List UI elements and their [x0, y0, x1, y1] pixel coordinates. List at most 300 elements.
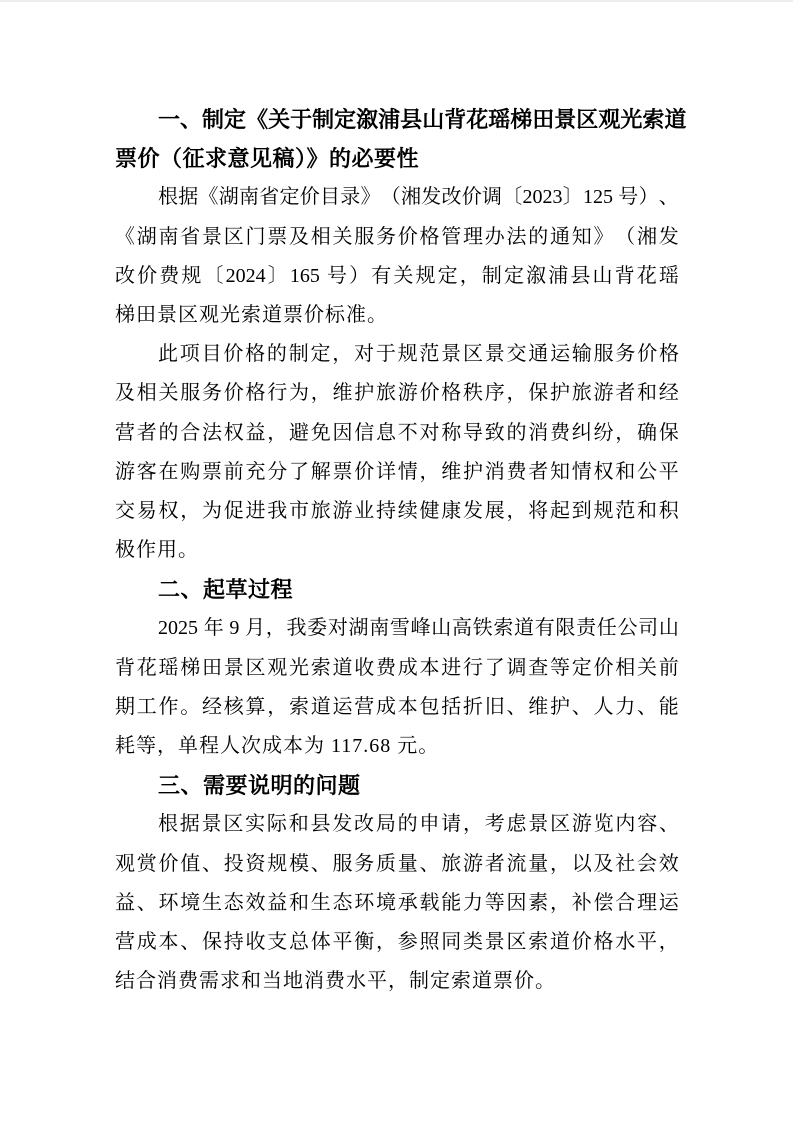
text-token: 公	[637, 460, 657, 483]
text-token: 输	[571, 343, 592, 366]
text-token: 我	[267, 499, 288, 522]
text-token: 了	[484, 656, 505, 679]
text-token: 市	[289, 499, 309, 522]
text-token: 的	[158, 421, 179, 444]
text-token: 光	[620, 107, 643, 132]
text-token: 务	[354, 852, 375, 875]
text-token: 梯	[180, 656, 201, 679]
text-line	[115, 609, 679, 648]
text-token: 保	[658, 421, 679, 444]
text-token: 索	[642, 107, 665, 132]
text-token: 包	[419, 695, 440, 718]
text-token: 本	[419, 656, 440, 679]
text-token: 费	[506, 460, 527, 483]
text-token: 景	[223, 656, 244, 679]
text-token: 服	[180, 382, 201, 405]
text-token: 局	[375, 813, 396, 836]
text-token: 服	[593, 343, 614, 366]
text-token: 确	[637, 421, 657, 444]
text-token: 生	[310, 891, 331, 914]
text-token: ，	[462, 813, 483, 836]
text-token: 浦	[378, 107, 401, 132]
text-token: 康	[441, 499, 462, 522]
text-token: 总	[289, 930, 309, 953]
text-token: 有	[534, 617, 555, 640]
text-token: 览	[593, 813, 614, 836]
text-line: 结合消费需求和当地消费水平，制定索道票价。	[115, 970, 556, 993]
text-token: 查	[528, 656, 549, 679]
text-token: 瑶	[658, 264, 679, 287]
text-token: 及	[289, 225, 309, 248]
text-token: 〔	[203, 264, 224, 287]
text-token: 改	[441, 186, 462, 209]
text-line	[115, 374, 679, 413]
text-token: 交	[506, 343, 527, 366]
text-token: 购	[180, 460, 201, 483]
text-token: 溆	[356, 107, 379, 132]
text-token: 湘	[401, 186, 421, 209]
text-token: ，	[506, 382, 527, 405]
text-token: 、	[658, 186, 679, 209]
text-token: 的	[397, 813, 418, 836]
text-token: 道	[514, 617, 534, 640]
text-line	[115, 100, 687, 139]
text-token: 益	[115, 891, 135, 914]
text-token: 算	[245, 695, 266, 718]
text-token: 期	[115, 695, 135, 718]
text-token: 一	[158, 107, 181, 132]
text-line	[115, 492, 679, 531]
text-token: 类	[463, 930, 483, 953]
text-token: 力	[615, 695, 636, 718]
text-token: 区	[576, 107, 599, 132]
section-1-paragraph-2	[115, 335, 679, 570]
text-token: 光	[289, 656, 309, 679]
text-token: 道	[664, 107, 687, 132]
text-token: 南	[158, 225, 179, 248]
text-token: 运	[332, 695, 353, 718]
text-token: 前	[658, 656, 679, 679]
text-token: 规	[397, 343, 418, 366]
text-token: 护	[550, 382, 570, 405]
text-token: 格	[593, 930, 614, 953]
text-token: 价	[593, 656, 614, 679]
text-token: ）	[349, 264, 370, 287]
text-token: 年	[203, 617, 224, 640]
text-token: 易	[136, 499, 157, 522]
text-token: 发	[421, 186, 442, 209]
text-token: 效	[245, 891, 266, 914]
section-2-heading	[115, 570, 679, 609]
text-token: 维	[332, 382, 353, 405]
text-token: 情	[397, 460, 418, 483]
text-token: 赏	[136, 852, 157, 875]
text-token: 和	[637, 499, 657, 522]
text-token: 125	[583, 186, 618, 209]
text-token: 花	[136, 656, 157, 679]
text-token: 权	[593, 460, 614, 483]
text-token: 定	[571, 656, 592, 679]
text-token: 区	[550, 813, 571, 836]
text-token: 定	[334, 107, 357, 132]
text-token: 消	[528, 421, 549, 444]
text-token: 《	[198, 186, 219, 209]
text-line	[115, 257, 679, 296]
text-token: 收	[354, 656, 375, 679]
text-token: 内	[615, 813, 636, 836]
text-token: 权	[223, 421, 244, 444]
text-token: 有	[371, 264, 392, 287]
text-token: 观	[598, 107, 621, 132]
text-token: 理	[637, 891, 657, 914]
text-token: 纠	[571, 421, 592, 444]
text-token: 价	[299, 186, 320, 209]
text-token: 定	[224, 107, 247, 132]
text-token: 免	[310, 421, 331, 444]
text-token: 《	[246, 107, 269, 132]
text-token: 高	[451, 617, 472, 640]
text-token: 以	[571, 852, 592, 875]
text-token: 格	[441, 382, 462, 405]
text-token: 因	[506, 891, 527, 914]
text-token: ）	[638, 186, 659, 209]
text-token: 核	[223, 695, 244, 718]
text-token: 工	[136, 695, 157, 718]
text-line: 耗等，单程人次成本为 117.68 元。	[115, 735, 440, 757]
text-line	[115, 453, 679, 492]
text-token: 境	[376, 891, 396, 914]
text-token: 省	[180, 225, 201, 248]
text-token: 补	[571, 891, 592, 914]
text-token: 规	[415, 264, 436, 287]
text-token: 模	[289, 852, 309, 875]
text-token: 价	[354, 460, 375, 483]
text-token: 范	[615, 499, 636, 522]
text-token: 务	[202, 382, 222, 405]
text-token: 背	[614, 264, 635, 287]
text-token: 水	[615, 930, 636, 953]
text-line	[115, 805, 679, 844]
text-token: 的	[506, 421, 527, 444]
text-token: 实	[245, 813, 266, 836]
text-token: 的	[266, 343, 287, 366]
page-top-edge	[0, 0, 793, 2]
text-token: 参	[397, 930, 418, 953]
text-token: 背	[115, 656, 135, 679]
text-token: 景	[201, 813, 222, 836]
text-token: 成	[136, 930, 157, 953]
text-token: 价	[223, 382, 244, 405]
text-token: 行	[463, 656, 483, 679]
text-token: ，	[267, 421, 288, 444]
text-token: 游	[571, 813, 592, 836]
text-token: 游	[397, 382, 418, 405]
text-token: 括	[441, 695, 462, 718]
text-token: 景	[554, 107, 577, 132]
text-line	[115, 218, 679, 257]
text-token: 价	[419, 382, 440, 405]
text-line	[115, 688, 679, 727]
text-token: 前	[223, 460, 244, 483]
text-token: 、	[571, 695, 592, 718]
text-token: 关	[268, 107, 291, 132]
text-token: 为	[289, 382, 309, 405]
text-token: 9	[224, 617, 245, 640]
text-token: 消	[484, 460, 505, 483]
text-token: 积	[658, 499, 679, 522]
text-token: 南	[369, 617, 390, 640]
text-token: 平	[332, 930, 353, 953]
text-token: 区	[506, 930, 527, 953]
text-token: 溆	[526, 264, 547, 287]
text-token: 成	[397, 656, 418, 679]
text-token: 和	[637, 382, 657, 405]
text-token: 关	[393, 264, 414, 287]
text-token: 旅	[376, 382, 396, 405]
text-line	[115, 414, 679, 453]
text-token: 价	[461, 186, 482, 209]
text-token: 务	[376, 225, 396, 248]
text-token: 格	[419, 225, 440, 248]
text-token: 称	[441, 421, 462, 444]
text-token: 社	[615, 852, 636, 875]
text-token: 支	[267, 930, 288, 953]
text-token: 责	[576, 617, 597, 640]
text-token: 为	[202, 499, 222, 522]
text-token: 索	[528, 930, 549, 953]
text-token: 容	[637, 813, 658, 836]
text-token: 区	[223, 225, 244, 248]
text-token: 体	[310, 930, 331, 953]
text-token: ，	[506, 499, 527, 522]
text-token: 量	[528, 852, 549, 875]
text-line	[115, 335, 679, 374]
text-token: 、	[658, 813, 679, 836]
text-token: 区	[462, 343, 483, 366]
text-token: ，	[332, 343, 353, 366]
text-token: 山	[592, 264, 613, 287]
text-token: 保	[202, 930, 222, 953]
text-token: 价	[137, 264, 158, 287]
text-token: 不	[397, 421, 418, 444]
text-token: 信	[354, 421, 375, 444]
text-token: 索	[493, 617, 514, 640]
text-token: 定	[437, 264, 458, 287]
text-token: 游	[463, 852, 483, 875]
text-token: ，	[310, 382, 331, 405]
text-token: 司	[638, 617, 659, 640]
text-token: 费	[159, 264, 180, 287]
text-token: 价	[158, 852, 179, 875]
text-token: 票	[202, 460, 222, 483]
text-token: 公	[617, 617, 638, 640]
text-token: 、	[136, 891, 157, 914]
text-line: 极作用。	[115, 539, 199, 562]
text-token: 景	[484, 343, 505, 366]
text-token: 同	[441, 930, 462, 953]
text-token: 护	[463, 460, 483, 483]
text-token: 、	[310, 852, 331, 875]
text-token: 成	[376, 695, 396, 718]
text-token: 持	[223, 930, 244, 953]
text-token: 知	[571, 225, 592, 248]
text-token: 力	[463, 891, 483, 914]
text-token: 关	[158, 382, 179, 405]
text-token: 景	[528, 813, 549, 836]
text-token: 、	[202, 852, 222, 875]
text-token: 秩	[463, 382, 483, 405]
text-token: 、	[419, 852, 440, 875]
text-token: 165	[289, 264, 325, 287]
text-token: 导	[463, 421, 483, 444]
text-token: 运	[658, 891, 679, 914]
text-token: 会	[637, 852, 657, 875]
text-token: 发	[658, 225, 679, 248]
text-token: 合	[615, 891, 636, 914]
text-token: 息	[376, 421, 396, 444]
text-token: 观	[115, 852, 135, 875]
section-3-paragraph-1	[115, 805, 679, 1001]
text-token: 能	[441, 891, 462, 914]
text-token: 据	[179, 813, 200, 836]
text-token: 流	[506, 852, 527, 875]
text-token: 运	[550, 343, 571, 366]
text-token: ，	[419, 460, 440, 483]
text-token: 的	[528, 225, 549, 248]
text-token: 者	[528, 460, 549, 483]
text-token: 旅	[571, 382, 592, 405]
document-body	[115, 100, 687, 1001]
text-token: 促	[223, 499, 244, 522]
text-token: 者	[615, 382, 636, 405]
text-token: 和	[288, 813, 309, 836]
text-token: 资	[245, 852, 266, 875]
text-token: 景	[484, 930, 505, 953]
text-token: 营	[354, 695, 375, 718]
text-token: 费	[550, 421, 570, 444]
text-line	[115, 845, 679, 884]
text-token: 护	[550, 695, 570, 718]
text-line	[115, 649, 679, 688]
text-token: 态	[223, 891, 244, 914]
text-token: 管	[441, 225, 462, 248]
text-token: 对	[354, 343, 375, 366]
section-3-heading	[115, 766, 679, 805]
text-token: 发	[463, 499, 483, 522]
text-token: 》	[360, 186, 381, 209]
text-token: 价	[637, 343, 658, 366]
text-token: 山	[422, 107, 445, 132]
text-token: ，	[550, 852, 570, 875]
text-line	[115, 178, 679, 217]
text-token: 规	[267, 852, 288, 875]
text-token: 业	[354, 499, 375, 522]
text-token: 折	[463, 695, 483, 718]
text-token: 法	[202, 421, 222, 444]
text-token: 能	[658, 695, 679, 718]
text-token: 》	[593, 225, 614, 248]
text-token: 营	[115, 930, 135, 953]
text-token: 在	[158, 460, 179, 483]
text-token: 县	[400, 107, 423, 132]
text-token: 定	[504, 264, 524, 287]
text-token: 和	[289, 891, 309, 914]
text-token: 进	[245, 499, 266, 522]
text-token: 铁	[472, 617, 493, 640]
text-token: 区	[223, 813, 244, 836]
text-token: 2024	[225, 264, 266, 287]
text-token: 号	[618, 186, 639, 209]
text-token: 了	[289, 460, 309, 483]
text-token: 于	[375, 343, 396, 366]
text-token: 维	[528, 695, 549, 718]
text-token: 收	[245, 930, 266, 953]
text-token: 等	[484, 891, 505, 914]
text-token: 花	[636, 264, 657, 287]
text-token: ，	[459, 264, 480, 287]
text-token: 据	[178, 186, 199, 209]
text-token: 作	[158, 695, 179, 718]
text-token: 《	[115, 225, 135, 248]
text-token: 关	[637, 656, 657, 679]
text-token: 规	[181, 264, 202, 287]
text-token: 道	[310, 695, 331, 718]
text-token: 平	[637, 930, 657, 953]
text-token: 和	[615, 460, 636, 483]
text-token: 保	[528, 382, 549, 405]
text-token: 、	[506, 695, 527, 718]
text-token: 格	[658, 343, 679, 366]
text-line: 三、需要说明的问题	[158, 773, 361, 799]
text-token: 纷	[593, 421, 614, 444]
text-token: ，	[267, 695, 288, 718]
text-token: 我	[286, 617, 307, 640]
text-token: 索	[289, 695, 309, 718]
text-token: 营	[115, 421, 135, 444]
text-token: 规	[593, 499, 614, 522]
text-token: 持	[376, 499, 396, 522]
text-token: 浦	[548, 264, 569, 287]
text-token: 序	[484, 382, 505, 405]
text-token: 将	[528, 499, 549, 522]
text-token: 续	[397, 499, 418, 522]
text-token: 改	[115, 264, 135, 287]
text-line: 二、起草过程	[158, 577, 294, 603]
text-token: 价	[571, 930, 592, 953]
text-token: 县	[310, 813, 331, 836]
text-token: ，	[658, 930, 679, 953]
text-token: 通	[528, 343, 549, 366]
text-token: 湖	[136, 225, 157, 248]
text-token: 合	[180, 421, 201, 444]
text-token: 详	[376, 460, 396, 483]
text-token: （	[380, 186, 401, 209]
text-token: ，	[615, 421, 636, 444]
text-token: 制	[312, 107, 335, 132]
text-token: 。	[180, 695, 201, 718]
text-token: 制	[481, 264, 502, 287]
text-token: 背	[444, 107, 467, 132]
text-token: 峰	[410, 617, 431, 640]
text-token: 价	[397, 225, 418, 248]
text-line	[115, 923, 679, 962]
text-token: 避	[289, 421, 309, 444]
text-token: 际	[266, 813, 287, 836]
text-token: 〕	[267, 264, 288, 287]
text-token: 梯	[510, 107, 533, 132]
text-token: 效	[658, 852, 679, 875]
text-token: 门	[245, 225, 266, 248]
